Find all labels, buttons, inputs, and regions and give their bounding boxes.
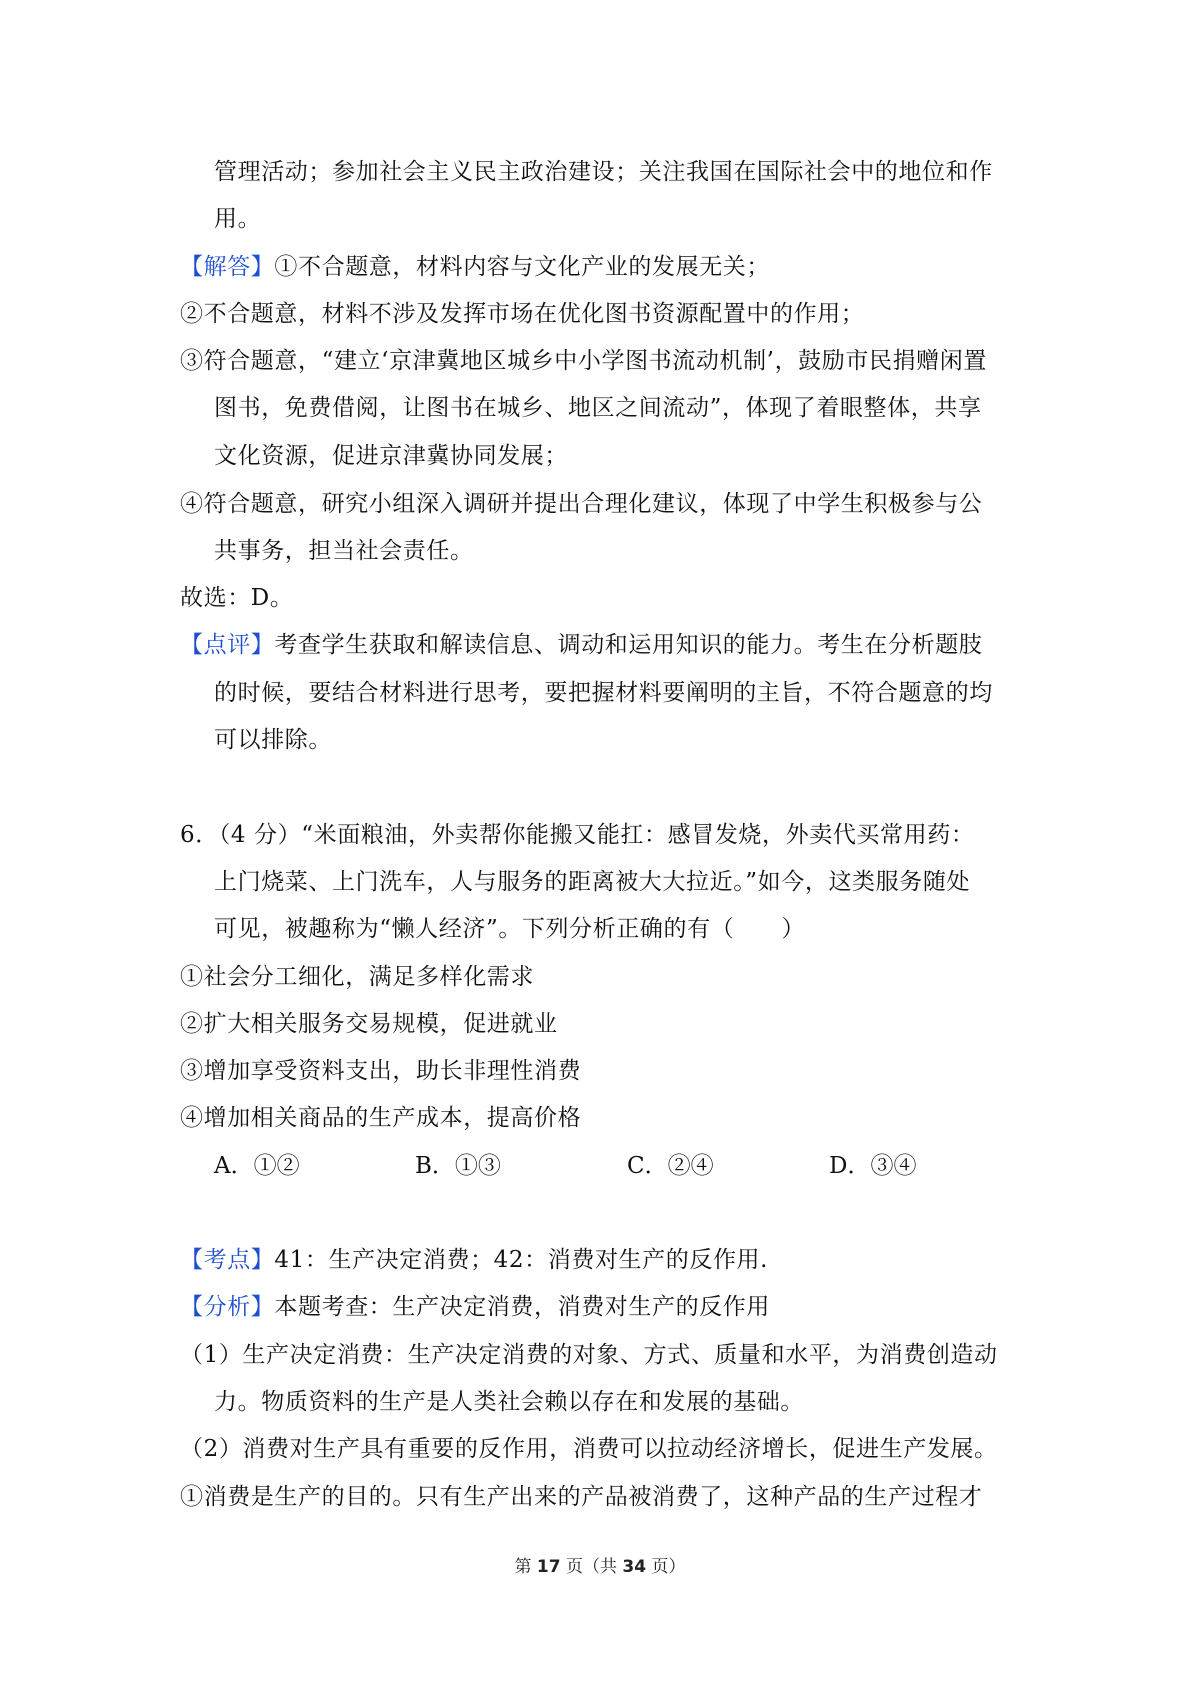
fenxi-point-2: （2）消费对生产具有重要的反作用，消费可以拉动经济增长，促进生产发展。 <box>180 1436 998 1462</box>
answer-choice: 故选：D。 <box>180 585 294 611</box>
footer-total-pages: 34 <box>622 1557 647 1577</box>
answer-line-3b: 图书，免费借阅，让图书在城乡、地区之间流动”，体现了着眼整体，共享 <box>214 395 982 421</box>
footer-middle: 页（共 <box>566 1557 617 1577</box>
question-stem-line-1: 6．（4 分）“米面粮油，外卖帮你能搬又能扛：感冒发烧，外卖代买常用药： <box>180 822 975 848</box>
continued-text-line-1: 管理活动；参加社会主义民主政治建设；关注我国在国际社会中的地位和作 <box>214 159 993 185</box>
answer-line-1 <box>180 252 770 282</box>
fenxi-tag: 【分析】 <box>180 1294 275 1320</box>
question-item-3: ③增加享受资料支出，助长非理性消费 <box>180 1058 582 1084</box>
answer-line-3c: 文化资源，促进京津冀协同发展； <box>214 443 568 469</box>
question-item-2: ②扩大相关服务交易规模，促进就业 <box>180 1011 558 1037</box>
footer-prefix: 第 <box>514 1557 532 1577</box>
answer-text-1: ①不合题意，材料内容与文化产业的发展无关； <box>274 254 771 280</box>
fenxi-point-1b: 力。物质资料的生产是人类社会赖以存在和发展的基础。 <box>214 1389 804 1415</box>
kaodian-text: 41：生产决定消费；42：消费对生产的反作用. <box>274 1247 769 1273</box>
footer-page-number: 17 <box>536 1557 561 1577</box>
fenxi-line <box>180 1292 770 1322</box>
comment-text-1: 考查学生获取和解读信息、调动和运用知识的能力。考生在分析题肢 <box>274 632 983 658</box>
option-d: D．③④ <box>829 1153 917 1179</box>
option-a: A．①② <box>214 1153 300 1179</box>
answer-line-3a: ③符合题意，“建立‘京津冀地区城乡中小学图书流动机制’，鼓励市民捐赠闲置 <box>180 348 987 374</box>
comment-line-2: 的时候，要结合材料进行思考，要把握材料要阐明的主旨，不符合题意的均 <box>214 680 993 706</box>
comment-line-3: 可以排除。 <box>214 727 332 753</box>
fenxi-point-3: ①消费是生产的目的。只有生产出来的产品被消费了，这种产品的生产过程才 <box>180 1484 983 1510</box>
answer-line-4b: 共事务，担当社会责任。 <box>214 538 474 564</box>
kaodian-line <box>180 1245 768 1275</box>
footer-suffix: 页） <box>651 1557 686 1577</box>
kaodian-tag: 【考点】 <box>180 1247 275 1273</box>
fenxi-point-1a: （1）生产决定消费：生产决定消费的对象、方式、质量和水平，为消费创造动 <box>180 1342 998 1368</box>
answer-tag: 【解答】 <box>180 254 275 280</box>
fenxi-text: 本题考查：生产决定消费，消费对生产的反作用 <box>274 1294 771 1320</box>
answer-line-4a: ④符合题意，研究小组深入调研并提出合理化建议，体现了中学生积极参与公 <box>180 491 983 517</box>
answer-line-2: ②不合题意，材料不涉及发挥市场在优化图书资源配置中的作用； <box>180 301 865 327</box>
option-c: C．②④ <box>627 1153 714 1179</box>
page-footer <box>0 1556 1200 1578</box>
question-stem-line-3: 可见，被趣称为“懒人经济”。下列分析正确的有（ ） <box>214 916 806 942</box>
question-item-4: ④增加相关商品的生产成本，提高价格 <box>180 1105 582 1131</box>
continued-text-line-2: 用。 <box>214 206 262 232</box>
comment-tag: 【点评】 <box>180 632 275 658</box>
question-stem-line-2: 上门烧菜、上门洗车，人与服务的距离被大大拉近。”如今，这类服务随处 <box>214 869 971 895</box>
comment-line-1 <box>180 630 982 660</box>
question-item-1: ①社会分工细化，满足多样化需求 <box>180 964 534 990</box>
option-b: B．①③ <box>415 1153 501 1179</box>
